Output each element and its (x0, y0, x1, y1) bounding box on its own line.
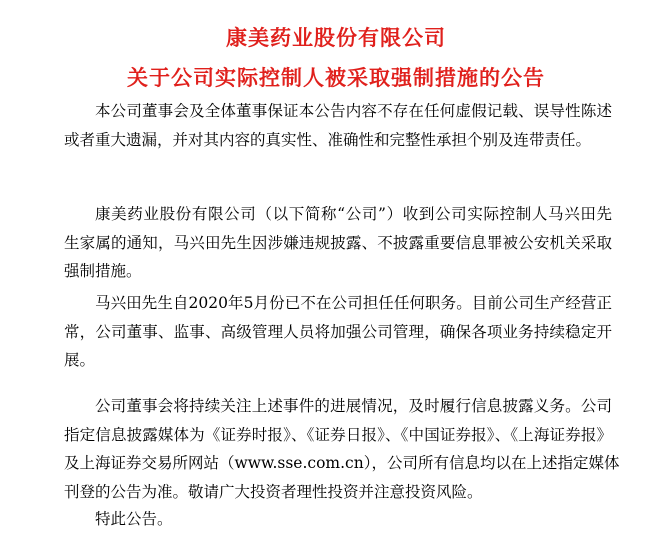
closing-line: 特此公告。 (95, 510, 173, 528)
followup-line: 及上海证券交易所网站（www.sse.com.cn），公司所有信息均以在上述指定媒体 (64, 454, 620, 473)
statement-line: 或者重大遗漏，并对其内容的真实性、准确性和完整性承担个别及连带责任。 (64, 130, 592, 149)
resignation-paragraph (64, 289, 612, 375)
followup-line: 刊登的公告为准。敬请广大投资者理性投资并注意投资风险。 (64, 482, 483, 501)
followup-line: 公司董事会将持续关注上述事件的进展情况，及时履行信息披露义务。公司 (95, 397, 612, 415)
statement-line: 本公司董事会及全体董事保证本公告内容不存在任何虚假记载、误导性陈述 (95, 102, 612, 120)
board-statement (64, 97, 612, 154)
closing-paragraph (64, 505, 612, 534)
notice-line: 康美药业股份有限公司（以下简称“公司”）收到公司实际控制人马兴田先 (95, 205, 612, 223)
resign-line: 常，公司董事、监事、高级管理人员将加强公司管理，确保各项业务持续稳定开 (64, 322, 612, 341)
notice-line: 强制措施。 (64, 262, 142, 281)
company-title: 康美药业股份有限公司 (226, 26, 446, 50)
followup-line: 指定信息披露媒体为《证券时报》、《证券日报》、《中国证券报》、《上海证券报》 (64, 425, 612, 444)
notice-paragraph (64, 200, 612, 286)
announcement-title: 关于公司实际控制人被采取强制措施的公告 (127, 66, 545, 90)
resign-line: 展。 (64, 351, 96, 370)
followup-paragraph (64, 392, 620, 506)
resign-line: 马兴田先生自2020年5月份已不在公司担任任何职务。目前公司生产经营正 (95, 294, 612, 312)
notice-line: 生家属的通知，马兴田先生因涉嫌违规披露、不披露重要信息罪被公安机关采取 (64, 233, 612, 252)
